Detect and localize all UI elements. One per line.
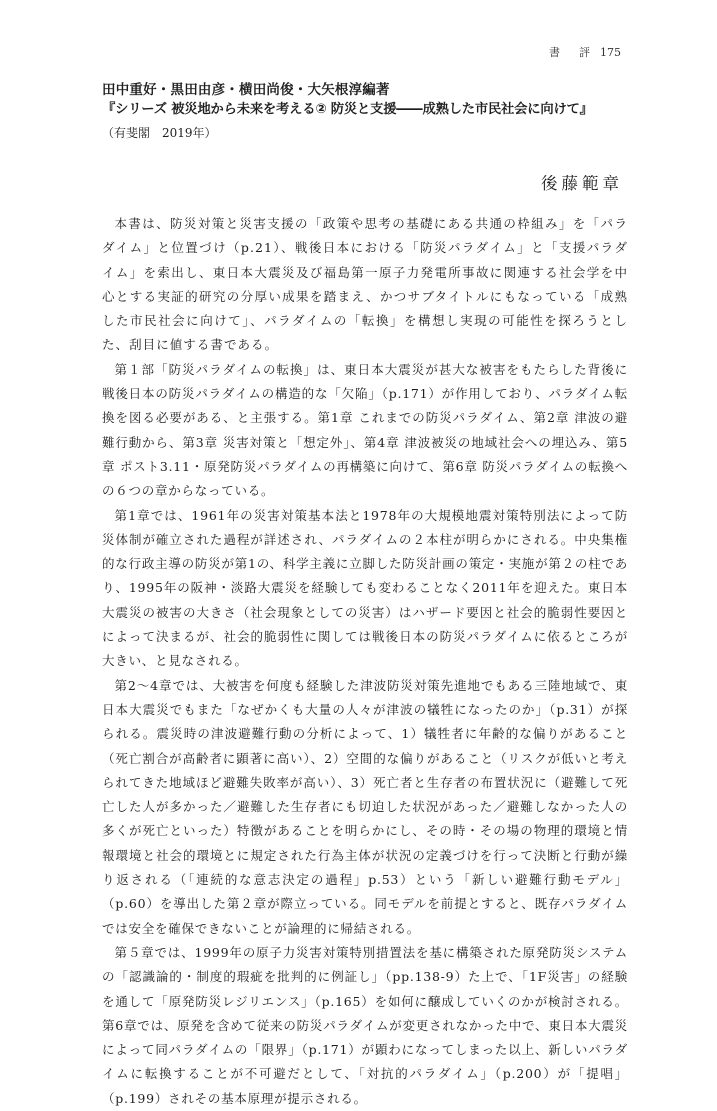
running-head-section: 書 評 <box>549 46 594 59</box>
page-number: 175 <box>600 46 621 59</box>
running-head <box>549 44 621 60</box>
paragraph: 第１部「防災パラダイムの転換」は、東日本大震災が甚大な被害をもたらした背後に戦後日本の防災パラダイムの構造的な「欠陥」（p.171）が作用しており、パラダイム転換を図る必要がある、と主張する。第1章 これまでの防災パラダイム、第2章 津波の避難行動から、第3章 災害対策と「想定外」、第4章 津波被災の地域社会への埋込み、第5章 ポスト3.11・原発防災パラダイムの再構築に向けて、第6章 防災パラダイムの転換への６つの章からなっている。 <box>102 361 628 499</box>
book-info <box>102 80 632 143</box>
book-title: 『シリーズ 被災地から未来を考える② 防災と支援――成熟した市民社会に向けて』 <box>102 102 593 117</box>
reviewer-name: 後藤範章 <box>541 174 623 193</box>
review-body <box>102 212 628 1111</box>
paragraph: 第1章では、1961年の災害対策基本法と1978年の大規模地震対策特別法によって防災体制が確立された過程が詳述され、パラダイムの２本柱が明らかにされる。中央集権的な行政主導の防災が第1の、科学主義に立脚した防災計画の策定・実施が第２の柱であり、1995年の阪神・淡路大震災を経験しても変わることなく2011年を迎えた。東日本大震災の被害の大きさ（社会現象としての災害）はハザード要因と社会的脆弱性要因とによって決まるが、社会的脆弱性に関しては戦後日本の防災パラダイムに依るところが大きい、と見なされる。 <box>102 507 628 669</box>
book-editors: 田中重好・黒田由彦・横田尚俊・大矢根淳編著 <box>102 82 390 98</box>
paragraph: 第５章では、1999年の原子力災害対策特別措置法を基に構築された原発防災システムの「認識論的・制度的瑕疵を批判的に例証し」（pp.138-9）た上で、「1F災害」の経験を通して「原発防災レジリエンス」（p.165）を如何に醸成していくのかが検討される。第6章では、原発を含めて従来の防災パラダイムが変更されなかった中で、東日本大震災によって同パラダイムの「限界」（p.171）が顕わになってしまった以上、新しいパラダイムに転換することが不可避だとして、「対抗的パラダイム」（p.200）が「提唱」（p.199）されその基本原理が提示される。 <box>102 944 628 1106</box>
book-publisher-year: （有斐閣 2019年） <box>102 126 217 140</box>
paragraph: 本書は、防災対策と災害支援の「政策や思考の基礎にある共通の枠組み」を「パラダイム」と位置づけ（p.21）、戦後日本における「防災パラダイム」と「支援パラダイム」を索出し、東日本大震災及び福島第一原子力発電所事故に関連する社会学を中心とする実証的研究の分厚い成果を踏まえ、かつサブタイトルにもなっている「成熟した市民社会に向けて」、パラダイムの「転換」を構想し実現の可能性を探ろうとした、刮目に値する書である。 <box>102 216 628 353</box>
paragraph: 第2～4章では、大被害を何度も経験した津波防災対策先進地でもある三陸地域で、東日本大震災でもまた「なぜかくも大量の人々が津波の犠牲になったのか」（p.31）が探られる。震災時の津波避難行動の分析によって、1）犠牲者に年齢的な偏りがあること（死亡割合が高齢者に顕著に高い）、2）空間的な偏りがあること（リスクが低いと考えられてきた地域ほど避難失敗率が高い）、3）死亡者と生存者の布置状況に（避難して死亡した人が多かった／避難した生存者にも切迫した状況があった／避難しなかった人の多くが死亡といった）特徴があることを明らかにし、その時・その場の物理的環境と情報環境と社会的環境とに規定された行為主体が状況の定義づけを行って決断と行動が繰り返される（「連続的な意志決定の過程」p.53）という「新しい避難行動モデル」（p.60）を導出した第２章が際立っている。同モデルを前提とすると、既存パラダイムでは安全を確保できないことが論理的に帰結される。 <box>102 677 628 936</box>
